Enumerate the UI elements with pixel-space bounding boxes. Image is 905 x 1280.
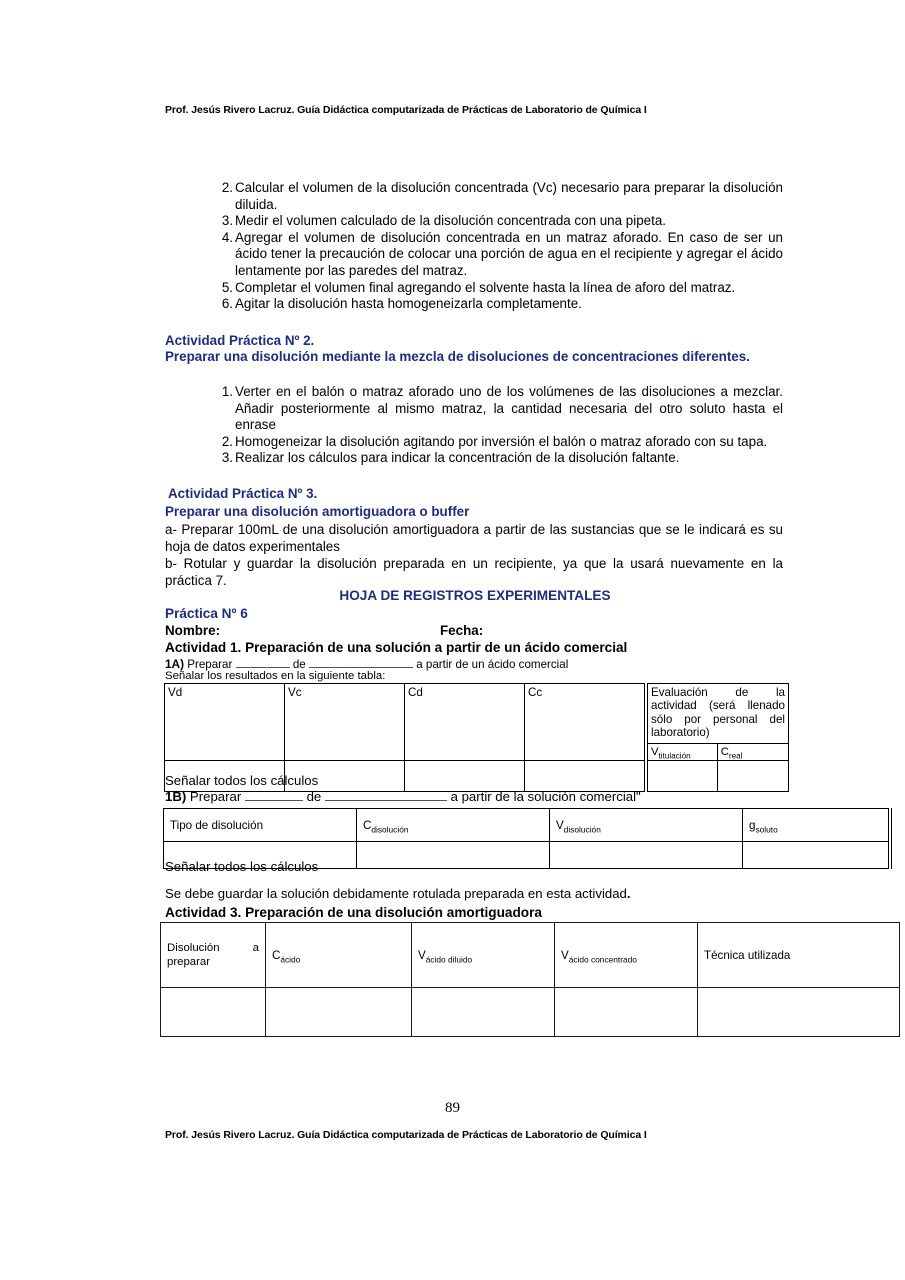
line-1a-part1: Preparar [187, 658, 233, 671]
list-item-number: 4. [221, 229, 233, 245]
table-cell-vacido-diluido[interactable] [412, 988, 555, 1037]
table-cell-cd[interactable] [405, 761, 525, 792]
line-1a-part3: a partir de un ácido comercial [416, 658, 569, 671]
blank-field-amount[interactable] [236, 667, 290, 668]
list-item-number: 6. [221, 296, 233, 312]
list-item-number: 3. [221, 213, 233, 229]
table-subheader-creal: $C_{real}$ [717, 744, 788, 761]
list-item [213, 230, 783, 280]
table-cell-cdisolucion[interactable] [357, 842, 550, 869]
list-item [213, 434, 783, 451]
table-cell-cacido[interactable] [266, 988, 412, 1037]
table-subheader-vtitulacion: $V_{titulación}$ [646, 744, 717, 761]
list-item-text: Calcular el volumen de la disolución concentrada (Vc) necesario para preparar la disolución diluida. [235, 180, 783, 212]
table-row [161, 988, 900, 1037]
list-item [213, 180, 783, 213]
activity2-step-list [213, 384, 783, 467]
list-item-text: Medir el volumen calculado de la disolución concentrada con una pipeta. [235, 213, 667, 229]
activity3-heading: Actividad Práctica Nº 3. [168, 486, 318, 501]
line-1a-part2: de [292, 658, 306, 671]
table-header-cdisolucion: $C_{disolución}$ [357, 809, 550, 842]
table-cell-gsoluto[interactable] [743, 842, 891, 869]
list-item-text: Agregar el volumen de disolución concentrada en un matraz aforado. En caso de ser un ácido tener la precaución de colocar una porción de agua en el recipiente y agregar el ácido lentamente por las paredes del matraz. [235, 229, 783, 278]
activity3-subheading: Preparar una disolución amortiguadora o buffer [165, 504, 470, 519]
table-header-vacido-diluido: $V_{ácido diluido}$ [412, 923, 555, 988]
line-1a [165, 657, 568, 671]
activity1-step-list [213, 180, 783, 313]
line-1b-part3: a partir de la solución comercial" [450, 789, 641, 804]
senalar-tabla-note: Señalar los resultados en la siguiente tabla: [165, 670, 386, 682]
table-header-cc: Cc [525, 684, 647, 761]
table-header-tipo-disolucion: Tipo de disolución [164, 809, 357, 842]
table-header-disolucion-preparar: Disolución a preparar [161, 923, 266, 988]
blank-field-substance[interactable] [309, 667, 413, 668]
list-item-number: 2. [221, 433, 233, 449]
table-cell-vacido-concentrado[interactable] [555, 988, 698, 1037]
list-item [213, 296, 783, 313]
table-row [164, 809, 891, 842]
line-1a-tag: 1A) [165, 657, 185, 671]
page-number: 89 [445, 1100, 460, 1116]
line-1b-part2: de [306, 789, 322, 804]
table-header-vc: Vc [285, 684, 405, 761]
table-cell-vdisolucion[interactable] [550, 842, 743, 869]
activity1-sheet-title: Actividad 1. Preparación de una solución a partir de un ácido comercial [165, 640, 628, 655]
nombre-label: Nombre: [165, 623, 221, 638]
line-1b [165, 789, 641, 804]
table-header-gsoluto: $g_{soluto}$ [743, 809, 891, 842]
list-item-number: 2. [221, 180, 233, 195]
table-header-vacido-concentrado: $V_{ácido concentrado}$ [555, 923, 698, 988]
activity3-paragraph-b: b- Rotular y guardar la disolución preparada en un recipiente, ya que la usará nuevamente en la práctica 7. [165, 556, 783, 589]
list-item-number: 5. [221, 279, 233, 295]
list-item [213, 280, 783, 297]
table-header-vdisolucion: $V_{disolución}$ [550, 809, 743, 842]
table-cell-creal[interactable] [717, 761, 788, 792]
list-item-number: 3. [221, 450, 233, 466]
running-head-top: Prof. Jesús Rivero Lacruz. Guía Didáctica computarizada de Prácticas de Laboratorio de Química I [165, 104, 647, 116]
table-cell-disolucion-preparar[interactable] [161, 988, 266, 1037]
line-1b-tag: 1B) [165, 789, 187, 804]
table-header-evaluacion: Evaluación de la actividad (será llenado sólo por personal del laboratorio) [646, 684, 789, 744]
list-item-number: 1. [221, 384, 233, 399]
list-item-text: Verter en el balón o matraz aforado uno de los volúmenes de las disoluciones a mezclar. Añadir posteriormente al mismo matraz, la cantidad necesaria del otro soluto hasta el enrase [235, 384, 783, 433]
list-item [213, 384, 783, 434]
table-header-tecnica-utilizada: Técnica utilizada [698, 923, 900, 988]
table-cell-vtitulacion[interactable] [646, 761, 717, 792]
sheet-title: HOJA DE REGISTROS EXPERIMENTALES [339, 588, 611, 603]
guardar-note [165, 886, 631, 901]
practica-label: Práctica Nº 6 [165, 606, 248, 621]
list-item-text: Realizar los cálculos para indicar la concentración de la disolución faltante. [235, 450, 680, 466]
list-item [213, 213, 783, 230]
table-activity3 [160, 922, 900, 1037]
senalar-calculos-note-2: Señalar todos los cálculos [165, 859, 319, 874]
table-cell-cc[interactable] [525, 761, 647, 792]
table-header-cacido: $C_{ácido}$ [266, 923, 412, 988]
table-header-vd: Vd [165, 684, 285, 761]
table-row [161, 923, 900, 988]
activity2-heading: Actividad Práctica Nº 2. [165, 333, 315, 348]
activity3-paragraph-a: a- Preparar 100mL de una disolución amortiguadora a partir de las sustancias que se le indicará es su hoja de datos experimentales [165, 522, 783, 555]
list-item-text: Homogeneizar la disolución agitando por inversión el balón o matraz aforado con su tapa. [235, 433, 768, 449]
line-1b-part1: Preparar [189, 789, 242, 804]
table-cell-tecnica-utilizada[interactable] [698, 988, 900, 1037]
blank-field-amount-b[interactable] [245, 800, 303, 801]
fecha-label: Fecha: [440, 623, 484, 638]
guardar-period: . [626, 886, 631, 901]
table-row [165, 684, 789, 744]
list-item [213, 450, 783, 467]
senalar-calculos-note-1: Señalar todos los cálculos [165, 773, 319, 788]
activity2-subheading: Preparar una disolución mediante la mezcla de disoluciones de concentraciones diferentes. [165, 349, 750, 364]
running-head-bottom: Prof. Jesús Rivero Lacruz. Guía Didáctica computarizada de Prácticas de Laboratorio de Química I [165, 1129, 647, 1141]
list-item-text: Completar el volumen final agregando el solvente hasta la línea de aforo del matraz. [235, 279, 736, 295]
list-item-text: Agitar la disolución hasta homogeneizarla completamente. [235, 296, 582, 312]
guardar-text: Se debe guardar la solución debidamente rotulada preparada en esta actividad [165, 886, 627, 901]
activity3-sheet-title: Actividad 3. Preparación de una disolución amortiguadora [165, 905, 542, 920]
name-date-row [165, 623, 665, 638]
table-header-cd: Cd [405, 684, 525, 761]
blank-field-substance-b[interactable] [325, 800, 447, 801]
